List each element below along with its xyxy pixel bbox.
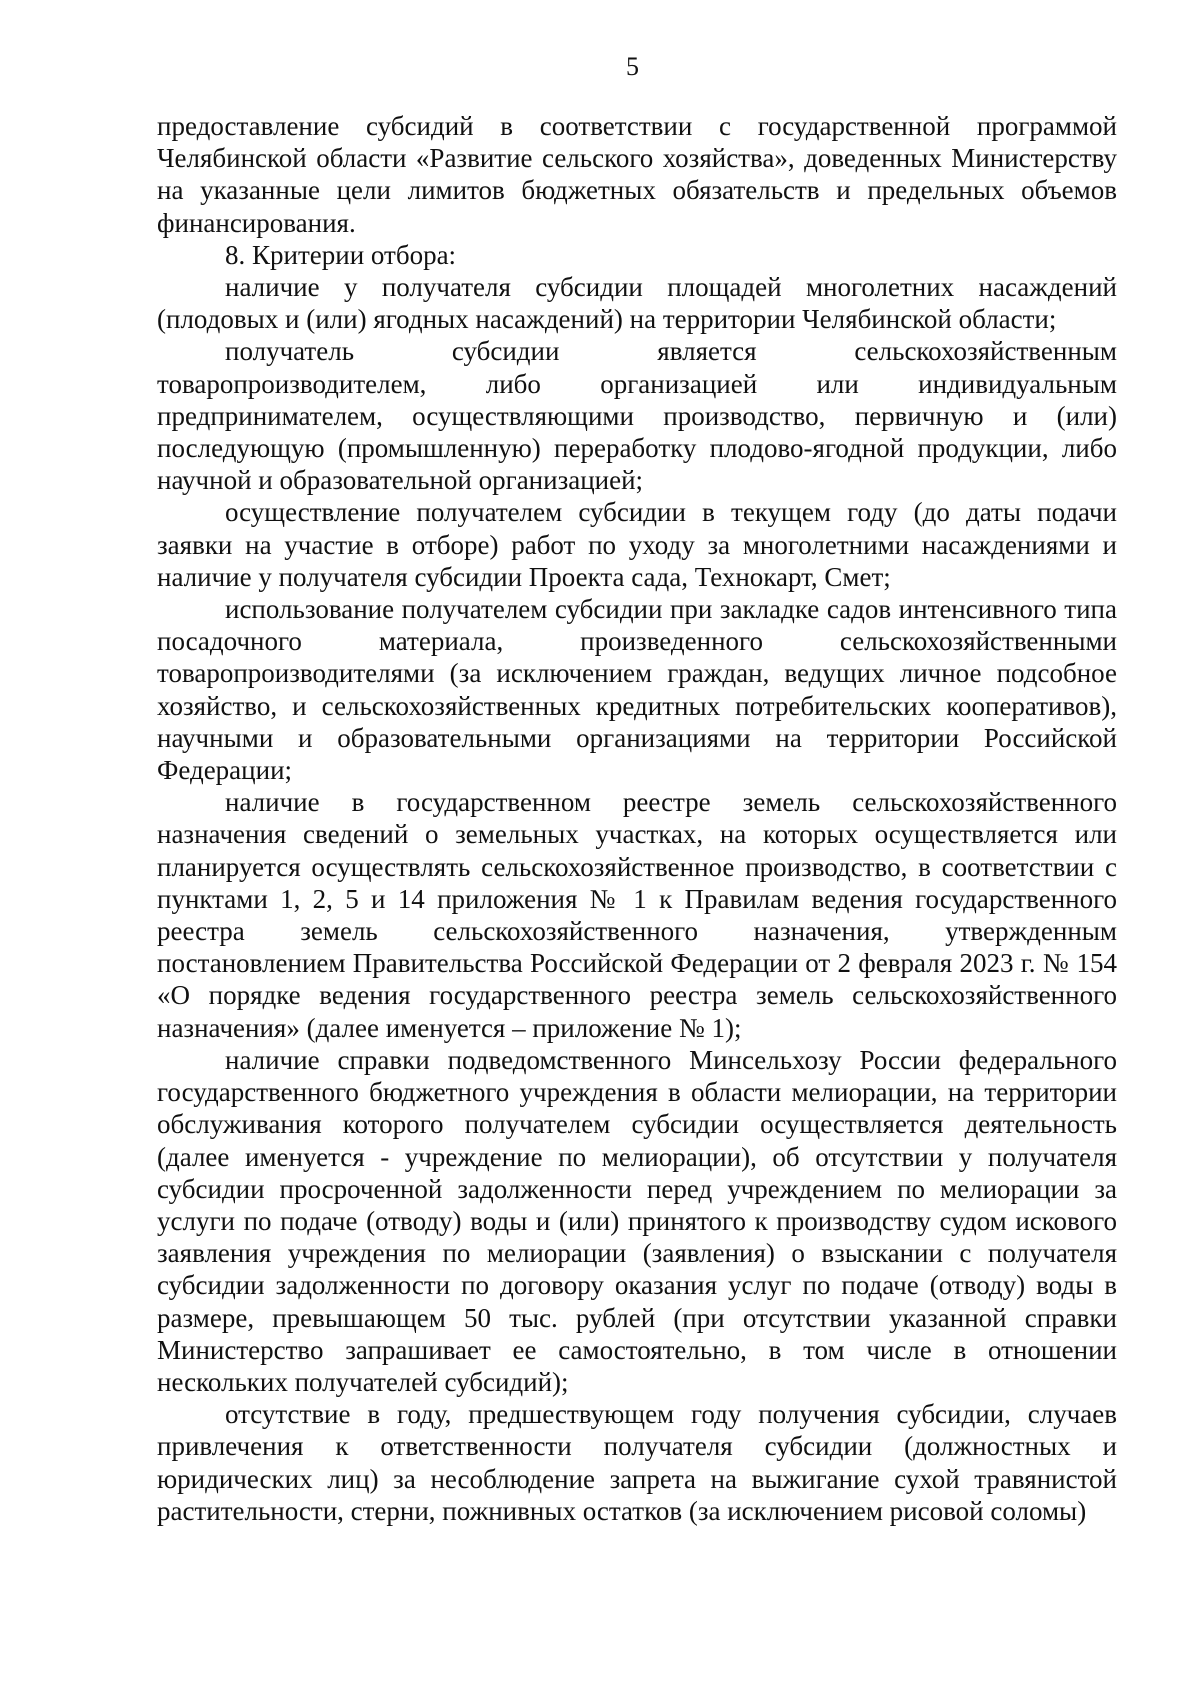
page-number: 5 [626,52,639,81]
paragraph-criterion-planting-material: использование получателем субсидии при закладке садов интенсивного типа посадочного материала, произведенного сельскохозяйственными товаропроизводителями (за исключением граждан, ведущих личное подсобное хозяйство, и сельскохозяйственных кредитных потребительских кооперативов), научными и образовательными организациями на территории Российской Федерации; [157,594,1117,786]
paragraph-criterion-burning-ban: отсутствие в году, предшествующем году получения субсидии, случаев привлечения к ответственности получателя субсидии (должностных и юридических лиц) за несоблюдение запрета на выжигание сухой травянистой растительности, стерни, пожнивных остатков (за исключением рисовой соломы) [157,1399,1117,1526]
paragraph-criterion-maintenance-work: осуществление получателем субсидии в текущем году (до даты подачи заявки на участие в отборе) работ по уходу за многолетними насаждениями и наличие у получателя субсидии Проекта сада, Технокарт, Смет; [157,497,1117,592]
paragraph-criterion-land-registry: наличие в государственном реестре земель сельскохозяйственного назначения сведений о земельных участках, на которых осуществляется или планируется осуществлять сельскохозяйственное производство, в соответствии с пунктами 1, 2, 5 и 14 приложения № 1 к Правилам ведения государственного реестра земель сельскохозяйственного назначения, утвержденным постановлением Правительства Российской Федерации от 2 февраля 2023 г. № 154 «О порядке ведения государственного реестра земель сельскохозяйственного назначения» (далее именуется – приложение № 1); [157,787,1117,1043]
paragraph-budget-limits: предоставление субсидий в соответствии с государственной программой Челябинской области «Развитие сельского хозяйства», доведенных Министерству на указанные цели лимитов бюджетных обязательств и предельных объемов финансирования. [157,111,1117,238]
paragraph-criterion-melioration-certificate: наличие справки подведомственного Минсельхозу России федерального государственного бюджетного учреждения в области мелиорации, на территории обслуживания которого получателем субсидии осуществляется деятельность (далее именуется - учреждение по мелиорации), об отсутствии у получателя субсидии просроченной задолженности перед учреждением по мелиорации за услуги по подаче (отводу) воды и (или) принятого к производству судом искового заявления учреждения по мелиорации (заявления) о взыскании с получателя субсидии задолженности по договору оказания услуг по подаче (отводу) воды в размере, превышающем 50 тыс. рублей (при отсутствии указанной справки Министерство запрашивает ее самостоятельно, в том числе в отношении нескольких получателей субсидий); [157,1044,1117,1397]
paragraph-criterion-orchards: наличие у получателя субсидии площадей многолетних насаждений (плодовых и (или) ягодных насаждений) на территории Челябинской области; [157,272,1117,335]
document-body [157,110,1117,1527]
paragraph-criterion-recipient-status: получатель субсидии является сельскохозяйственным товаропроизводителем, либо организацией или индивидуальным предпринимателем, осуществляющими производство, первичную и (или) последующую (промышленную) переработку плодово-ягодной продукции, либо научной и образовательной организацией; [157,336,1117,496]
paragraph-selection-criteria-heading: 8. Критерии отбора: [225,239,457,270]
